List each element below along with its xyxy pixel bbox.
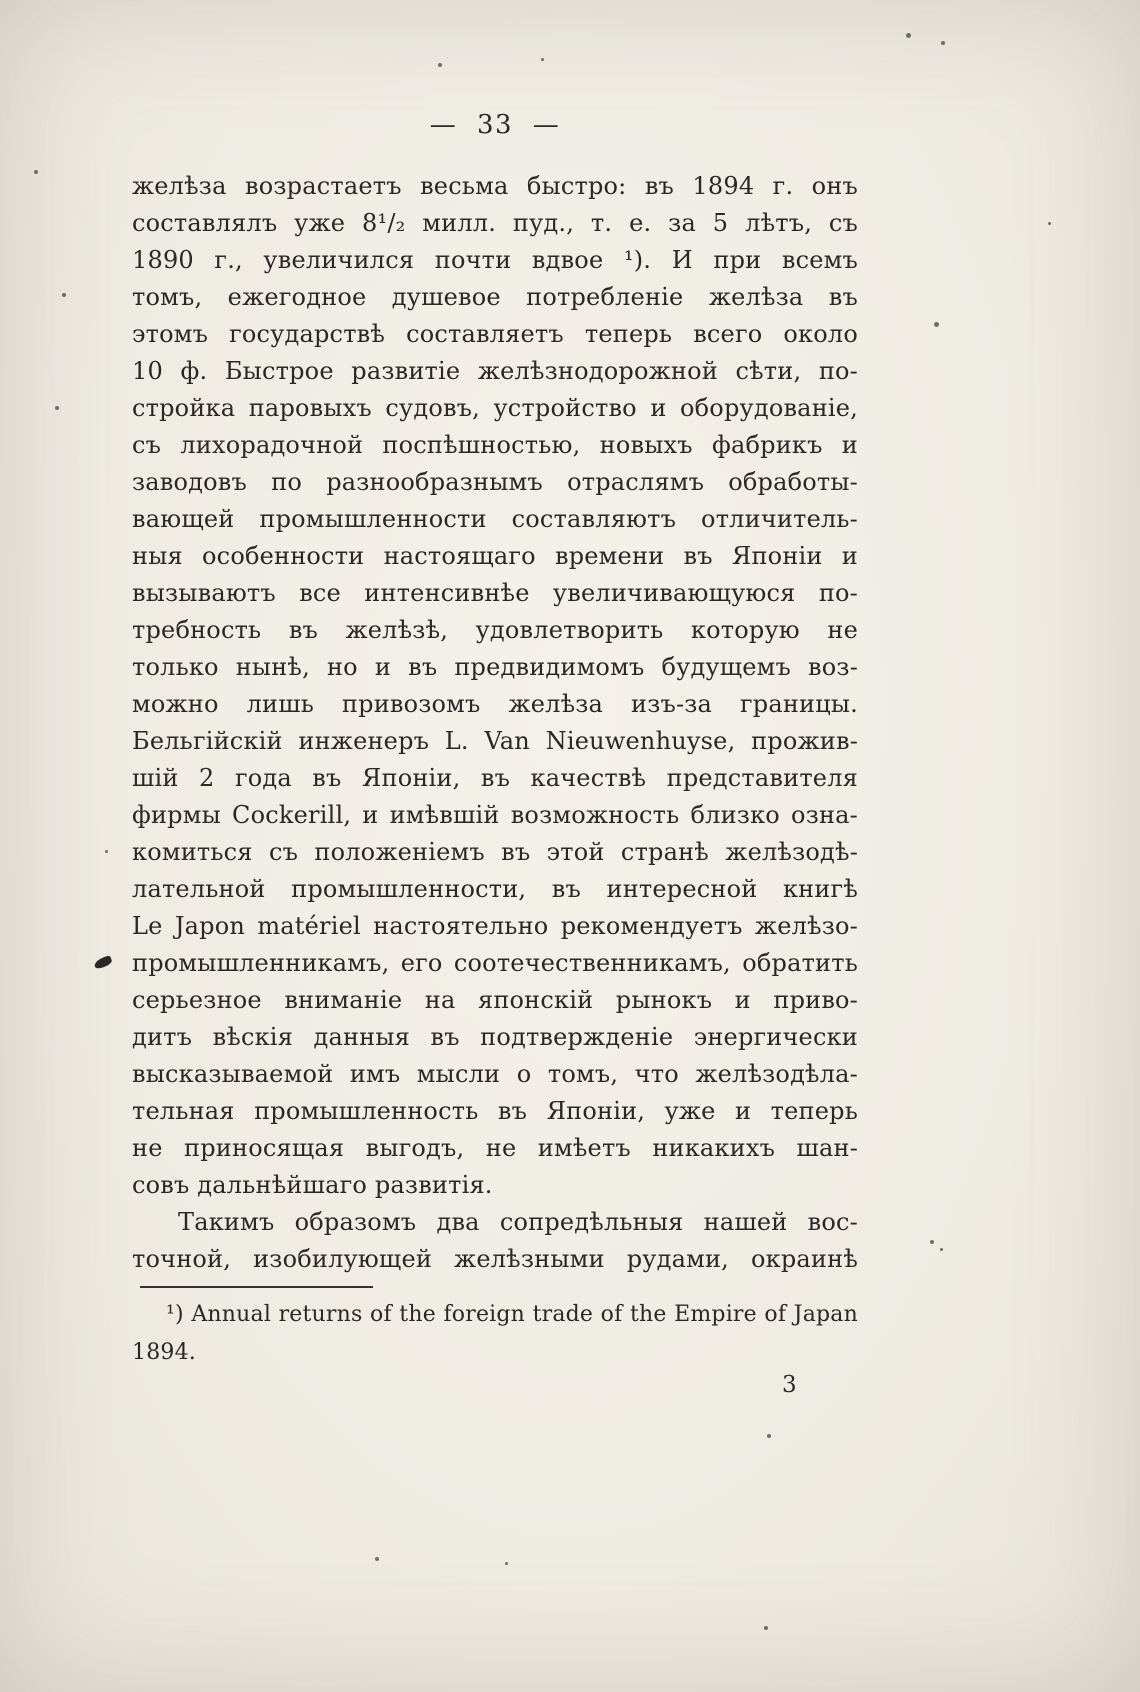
text-line: желѣза возрастаетъ весьма быстро: въ 1894 г. онъ <box>132 172 858 200</box>
ink-speck <box>62 293 66 297</box>
text-line: этомъ государствѣ составляетъ теперь всего около <box>132 320 858 348</box>
text-line: 10 ф. Быстрое развитіе желѣзнодорожной сѣти, по- <box>132 357 858 385</box>
ink-speck <box>930 1240 934 1244</box>
ink-speck <box>1048 222 1051 225</box>
ink-smudge <box>93 955 113 970</box>
text-line: вызываютъ все интенсивнѣе увеличивающуюся по- <box>132 579 858 607</box>
body-text <box>132 168 858 1278</box>
ink-speck <box>764 1626 768 1630</box>
text-line: комиться съ положеніемъ въ этой странѣ желѣзодѣ- <box>132 838 858 866</box>
text-line: тельная промышленность въ Японіи, уже и теперь <box>132 1097 858 1125</box>
text-line: ныя особенности настоящаго времени въ Японіи и <box>132 542 858 570</box>
text-line: можно лишь привозомъ желѣза изъ-за границы. <box>132 690 858 718</box>
text-line: высказываемой имъ мысли о томъ, что желѣзодѣла- <box>132 1060 858 1088</box>
text-line: съ лихорадочной поспѣшностью, новыхъ фабрикъ и <box>132 431 858 459</box>
ink-speck <box>105 850 108 853</box>
text-line: не приносящая выгодъ, не имѣетъ никакихъ шан- <box>132 1134 858 1162</box>
text-line: Такимъ образомъ два сопредѣльныя нашей вос- <box>178 1208 858 1236</box>
ink-speck <box>934 322 939 327</box>
text-line: 1890 г., увеличился почти вдвое ¹). И при всемъ <box>132 246 858 274</box>
text-line: Бельгійскій инженеръ L. Van Nieuwenhuyse, прожив- <box>132 727 858 755</box>
ink-speck <box>375 1557 379 1561</box>
text-line: заводовъ по разнообразнымъ отраслямъ обработы- <box>132 468 858 496</box>
ink-speck <box>767 1434 771 1438</box>
footnote-separator <box>140 1286 373 1288</box>
paragraph <box>132 1204 858 1278</box>
text-line: шій 2 года въ Японіи, въ качествѣ представителя <box>132 764 858 792</box>
text-line: точной, изобилующей желѣзными рудами, окраинѣ <box>132 1245 858 1273</box>
ink-speck <box>906 33 911 38</box>
ink-speck <box>941 41 945 45</box>
text-line: лательной промышленности, въ интересной книгѣ <box>132 875 858 903</box>
text-line: 1894. <box>132 1340 196 1365</box>
text-line: требность въ желѣзѣ, удовлетворить которую не <box>132 616 858 644</box>
text-line: совъ дальнѣйшаго развитія. <box>132 1171 493 1199</box>
signature-mark: 3 <box>782 1372 797 1398</box>
ink-speck <box>505 1562 508 1565</box>
ink-speck <box>940 1248 943 1251</box>
text-line: вающей промышленности составляютъ отличитель- <box>132 505 858 533</box>
text-line: только нынѣ, но и въ предвидимомъ будущемъ воз- <box>132 653 858 681</box>
ink-speck <box>55 406 59 410</box>
ink-speck <box>34 170 38 174</box>
text-line: дитъ вѣскія данныя въ подтвержденіе энергически <box>132 1023 858 1051</box>
text-line: ¹) Annual returns of the foreign trade of the Empire of Japan <box>166 1302 858 1327</box>
text-line: стройка паровыхъ судовъ, устройство и оборудованіе, <box>132 394 858 422</box>
text-line: Le Japon matériel настоятельно рекомендуетъ желѣзо- <box>132 912 858 940</box>
text-line: промышленникамъ, его соотечественникамъ, обратить <box>132 949 858 977</box>
footnote <box>132 1296 858 1372</box>
text-line: фирмы Cockerill, и имѣвшій возможность близко озна- <box>132 801 858 829</box>
ink-speck <box>438 63 442 67</box>
page-number: — 33 — <box>429 110 561 140</box>
ink-speck <box>541 58 544 61</box>
text-line: составлялъ уже 8¹/₂ милл. пуд., т. е. за 5 лѣтъ, съ <box>132 209 858 237</box>
text-line: томъ, ежегодное душевое потребленіе желѣза въ <box>132 283 858 311</box>
paragraph <box>132 168 858 1204</box>
text-line: серьезное вниманіе на японскій рынокъ и приво- <box>132 986 858 1014</box>
